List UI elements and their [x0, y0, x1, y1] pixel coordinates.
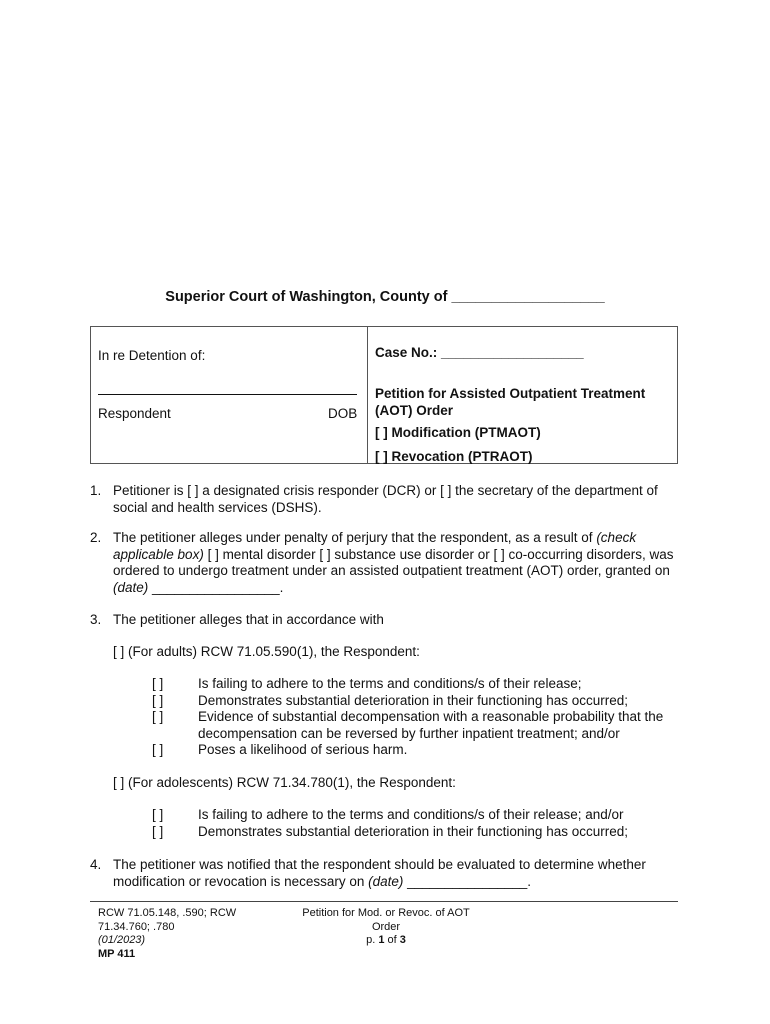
court-heading: Superior Court of Washington, County of ___________________	[165, 289, 605, 305]
footer-rule	[90, 901, 678, 902]
paragraph-text: The petitioner was notified that the respondent should be evaluated to determine whether modification or revocation is necessary on (date) ________________.	[113, 857, 646, 889]
adolescents-criteria-list	[152, 807, 708, 840]
rcw-citation-2: 71.34.760; .780	[98, 920, 175, 933]
list-item[interactable]: [ ] Is failing to adhere to the terms and conditions/s of their release;	[152, 676, 582, 691]
petition-title: Petition for Assisted Outpatient Treatment (AOT) Order	[375, 386, 646, 418]
case-number[interactable]: Case No.: ___________________	[375, 345, 584, 360]
paragraph-number: 4.	[90, 857, 102, 872]
adults-criteria-list	[152, 676, 708, 759]
caption-divider	[367, 327, 368, 463]
adults-checkbox-heading[interactable]: [ ] (For adults) RCW 71.05.590(1), the Respondent:	[113, 644, 420, 659]
list-item[interactable]: [ ] Evidence of substantial decompensation with a reasonable probability that the decompensation can be reversed by further inpatient treatment; and/or	[152, 709, 664, 741]
adolescents-checkbox-heading[interactable]: [ ] (For adolescents) RCW 71.34.780(1), the Respondent:	[113, 775, 456, 790]
paragraph-text: Petitioner is [ ] a designated crisis responder (DCR) or [ ] the secretary of the department of social and health services (DSHS).	[113, 483, 658, 515]
respondent-name-line[interactable]	[98, 394, 357, 395]
paragraph-number: 2.	[90, 530, 102, 545]
form-number: MP 411	[98, 947, 136, 960]
paragraph-text: The petitioner alleges under penalty of perjury that the respondent, as a result of (check applicable box) [ ] mental disorder [ ] substance use disorder or [ ] co-occurring disorders, was ordered to undergo treatment under an assisted outpatient treatment (AOT) order, granted on (date) _________________.	[113, 530, 674, 595]
case-caption	[90, 326, 678, 464]
footer-citation	[98, 907, 236, 961]
respondent-label: Respondent	[98, 406, 171, 421]
footer-title-line-2: Order	[371, 920, 401, 933]
paragraph-number: 1.	[90, 483, 102, 498]
revocation-checkbox[interactable]: [ ] Revocation (PTRAOT)	[375, 449, 533, 464]
list-item[interactable]: [ ] Demonstrates substantial deterioration in their functioning has occurred;	[152, 692, 628, 708]
list-item[interactable]: [ ] Poses a likelihood of serious harm.	[152, 742, 408, 757]
paragraph-number: 3.	[90, 612, 102, 627]
footer-title	[286, 907, 486, 948]
list-item[interactable]: [ ] Demonstrates substantial deterioration in their functioning has occurred;	[152, 823, 628, 839]
modification-checkbox[interactable]: [ ] Modification (PTMAOT)	[375, 425, 541, 440]
form-date: (01/2023)	[98, 934, 146, 946]
list-item[interactable]: [ ] Is failing to adhere to the terms and conditions/s of their release; and/or	[152, 807, 624, 822]
page-number: p. 1 of 3	[366, 934, 406, 946]
footer-title-line-1: Petition for Mod. or Revoc. of AOT	[302, 907, 470, 919]
rcw-citation-1: RCW 71.05.148, .590; RCW	[98, 907, 237, 919]
dob-label: DOB	[328, 406, 358, 421]
paragraph-text: The petitioner alleges that in accordance with	[113, 612, 384, 627]
in-re-label: In re Detention of:	[98, 348, 206, 363]
